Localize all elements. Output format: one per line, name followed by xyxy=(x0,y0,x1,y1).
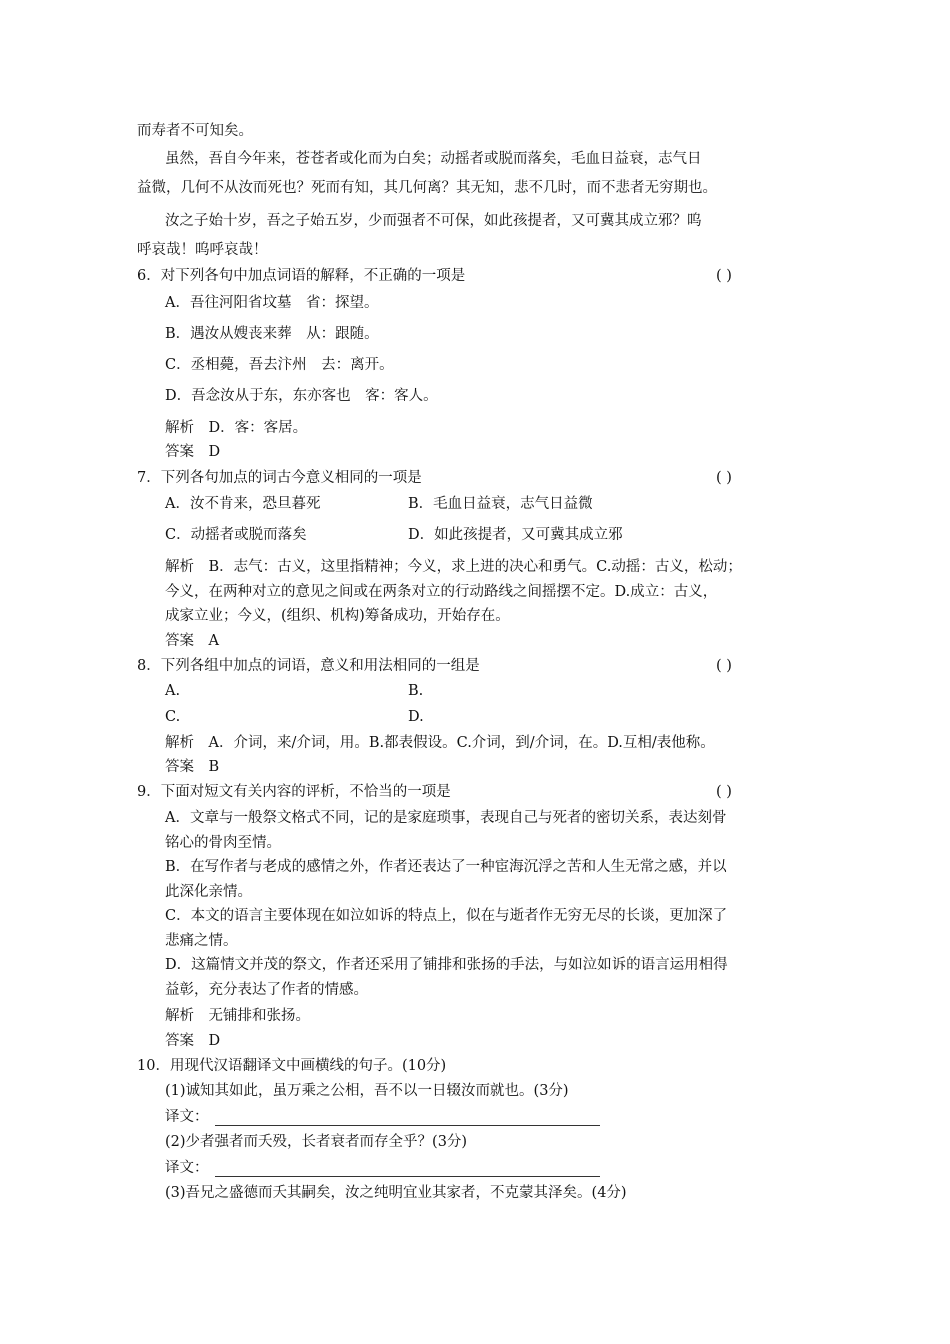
translation-label: 译文： xyxy=(165,1160,209,1176)
analysis: 解析 D．客：客居。 xyxy=(165,420,308,436)
option-b: B. xyxy=(408,683,424,699)
analysis: 成家立业；今义，(组织、机构)筹备成功，开始存在。 xyxy=(165,608,510,624)
option-c: 悲痛之情。 xyxy=(165,933,238,949)
passage-line: 而寿者不可知矣。 xyxy=(137,123,253,139)
translation-sentence: (1)诚知其如此，虽万乘之公相，吾不以一日辍汝而就也。(3分) xyxy=(165,1083,569,1099)
passage-line: 汝之子始十岁，吾之子始五岁，少而强者不可保，如此孩提者，又可冀其成立邪？呜 xyxy=(165,213,702,229)
answer: 答案 A xyxy=(165,633,219,649)
option-d: D. xyxy=(408,709,424,725)
answer-parentheses: ( ) xyxy=(716,658,732,674)
answer: 答案 D xyxy=(165,444,221,460)
answer-parentheses: ( ) xyxy=(716,268,732,284)
answer: 答案 D xyxy=(165,1033,221,1049)
option-d: D．吾念汝从于东，东亦客也 客：客人。 xyxy=(165,388,438,404)
passage-line: 呼哀哉！呜呼哀哉！ xyxy=(137,242,268,258)
question-stem: 7．下列各句加点的词古今意义相同的一项是 xyxy=(137,470,422,486)
passage-line: 益微，几何不从汝而死也？死而有知，其几何离？其无知，悲不几时，而不悲者无穷期也。 xyxy=(137,180,717,196)
option-c: C．丞相薨，吾去汴州 去：离开。 xyxy=(165,357,394,373)
answer-blank-line xyxy=(215,1176,600,1177)
option-d: D．如此孩提者，又可冀其成立邪 xyxy=(408,527,623,543)
option-a: A. xyxy=(165,683,181,699)
analysis: 今义，在两种对立的意见之间或在两条对立的行动路线之间摇摆不定。D.成立：古义， xyxy=(165,584,718,600)
question-stem: 8．下列各组中加点的词语，意义和用法相同的一组是 xyxy=(137,658,480,674)
analysis: 解析 无铺排和张扬。 xyxy=(165,1008,310,1024)
option-c: C．本文的语言主要体现在如泣如诉的特点上，似在与逝者作无穷无尽的长谈，更加深了 xyxy=(165,908,728,924)
answer-blank-line xyxy=(215,1125,600,1126)
option-b: B．毛血日益衰，志气日益微 xyxy=(408,496,593,512)
option-c: C．动摇者或脱而落矣 xyxy=(165,527,307,543)
translation-sentence: (2)少者强者而夭殁，长者衰者而存全乎？(3分) xyxy=(165,1134,468,1150)
analysis: 解析 A．介词，来/介词，用。B.都表假设。C.介词，到/介词，在。D.互相/表他称。 xyxy=(165,735,715,751)
option-a: 铭心的骨肉至情。 xyxy=(165,835,281,851)
option-d: D．这篇情文并茂的祭文，作者还采用了铺排和张扬的手法，与如泣如诉的语言运用相得 xyxy=(165,957,728,973)
option-a: A．汝不肯来，恐旦暮死 xyxy=(165,496,321,512)
translation-sentence: (3)吾兄之盛德而夭其嗣矣，汝之纯明宜业其家者，不克蒙其泽矣。(4分) xyxy=(165,1185,627,1201)
option-c: C. xyxy=(165,709,181,725)
option-d: 益彰，充分表达了作者的情感。 xyxy=(165,982,368,998)
passage-line: 虽然，吾自今年来，苍苍者或化而为白矣；动摇者或脱而落矣，毛血日益衰，志气日 xyxy=(165,151,702,167)
answer-parentheses: ( ) xyxy=(716,470,732,486)
question-stem: 9．下面对短文有关内容的评析，不恰当的一项是 xyxy=(137,784,451,800)
question-stem: 10．用现代汉语翻译文中画横线的句子。(10分) xyxy=(137,1058,447,1074)
option-b: B．在写作者与老成的感情之外，作者还表达了一种宦海沉浮之苦和人生无常之感，并以 xyxy=(165,859,727,875)
question-stem: 6．对下列各句中加点词语的解释，不正确的一项是 xyxy=(137,268,466,284)
option-a: A．吾往河阳省坟墓 省：探望。 xyxy=(165,295,379,311)
analysis: 解析 B．志气：古义，这里指精神；今义，求上进的决心和勇气。C.动摇：古义，松动； xyxy=(165,559,742,575)
option-b: B．遇汝从嫂丧来葬 从：跟随。 xyxy=(165,326,379,342)
answer: 答案 B xyxy=(165,759,220,775)
answer-parentheses: ( ) xyxy=(716,784,732,800)
option-a: A．文章与一般祭文格式不同，记的是家庭琐事，表现自己与死者的密切关系，表达刻骨 xyxy=(165,810,727,826)
translation-label: 译文： xyxy=(165,1109,209,1125)
option-b: 此深化亲情。 xyxy=(165,884,252,900)
